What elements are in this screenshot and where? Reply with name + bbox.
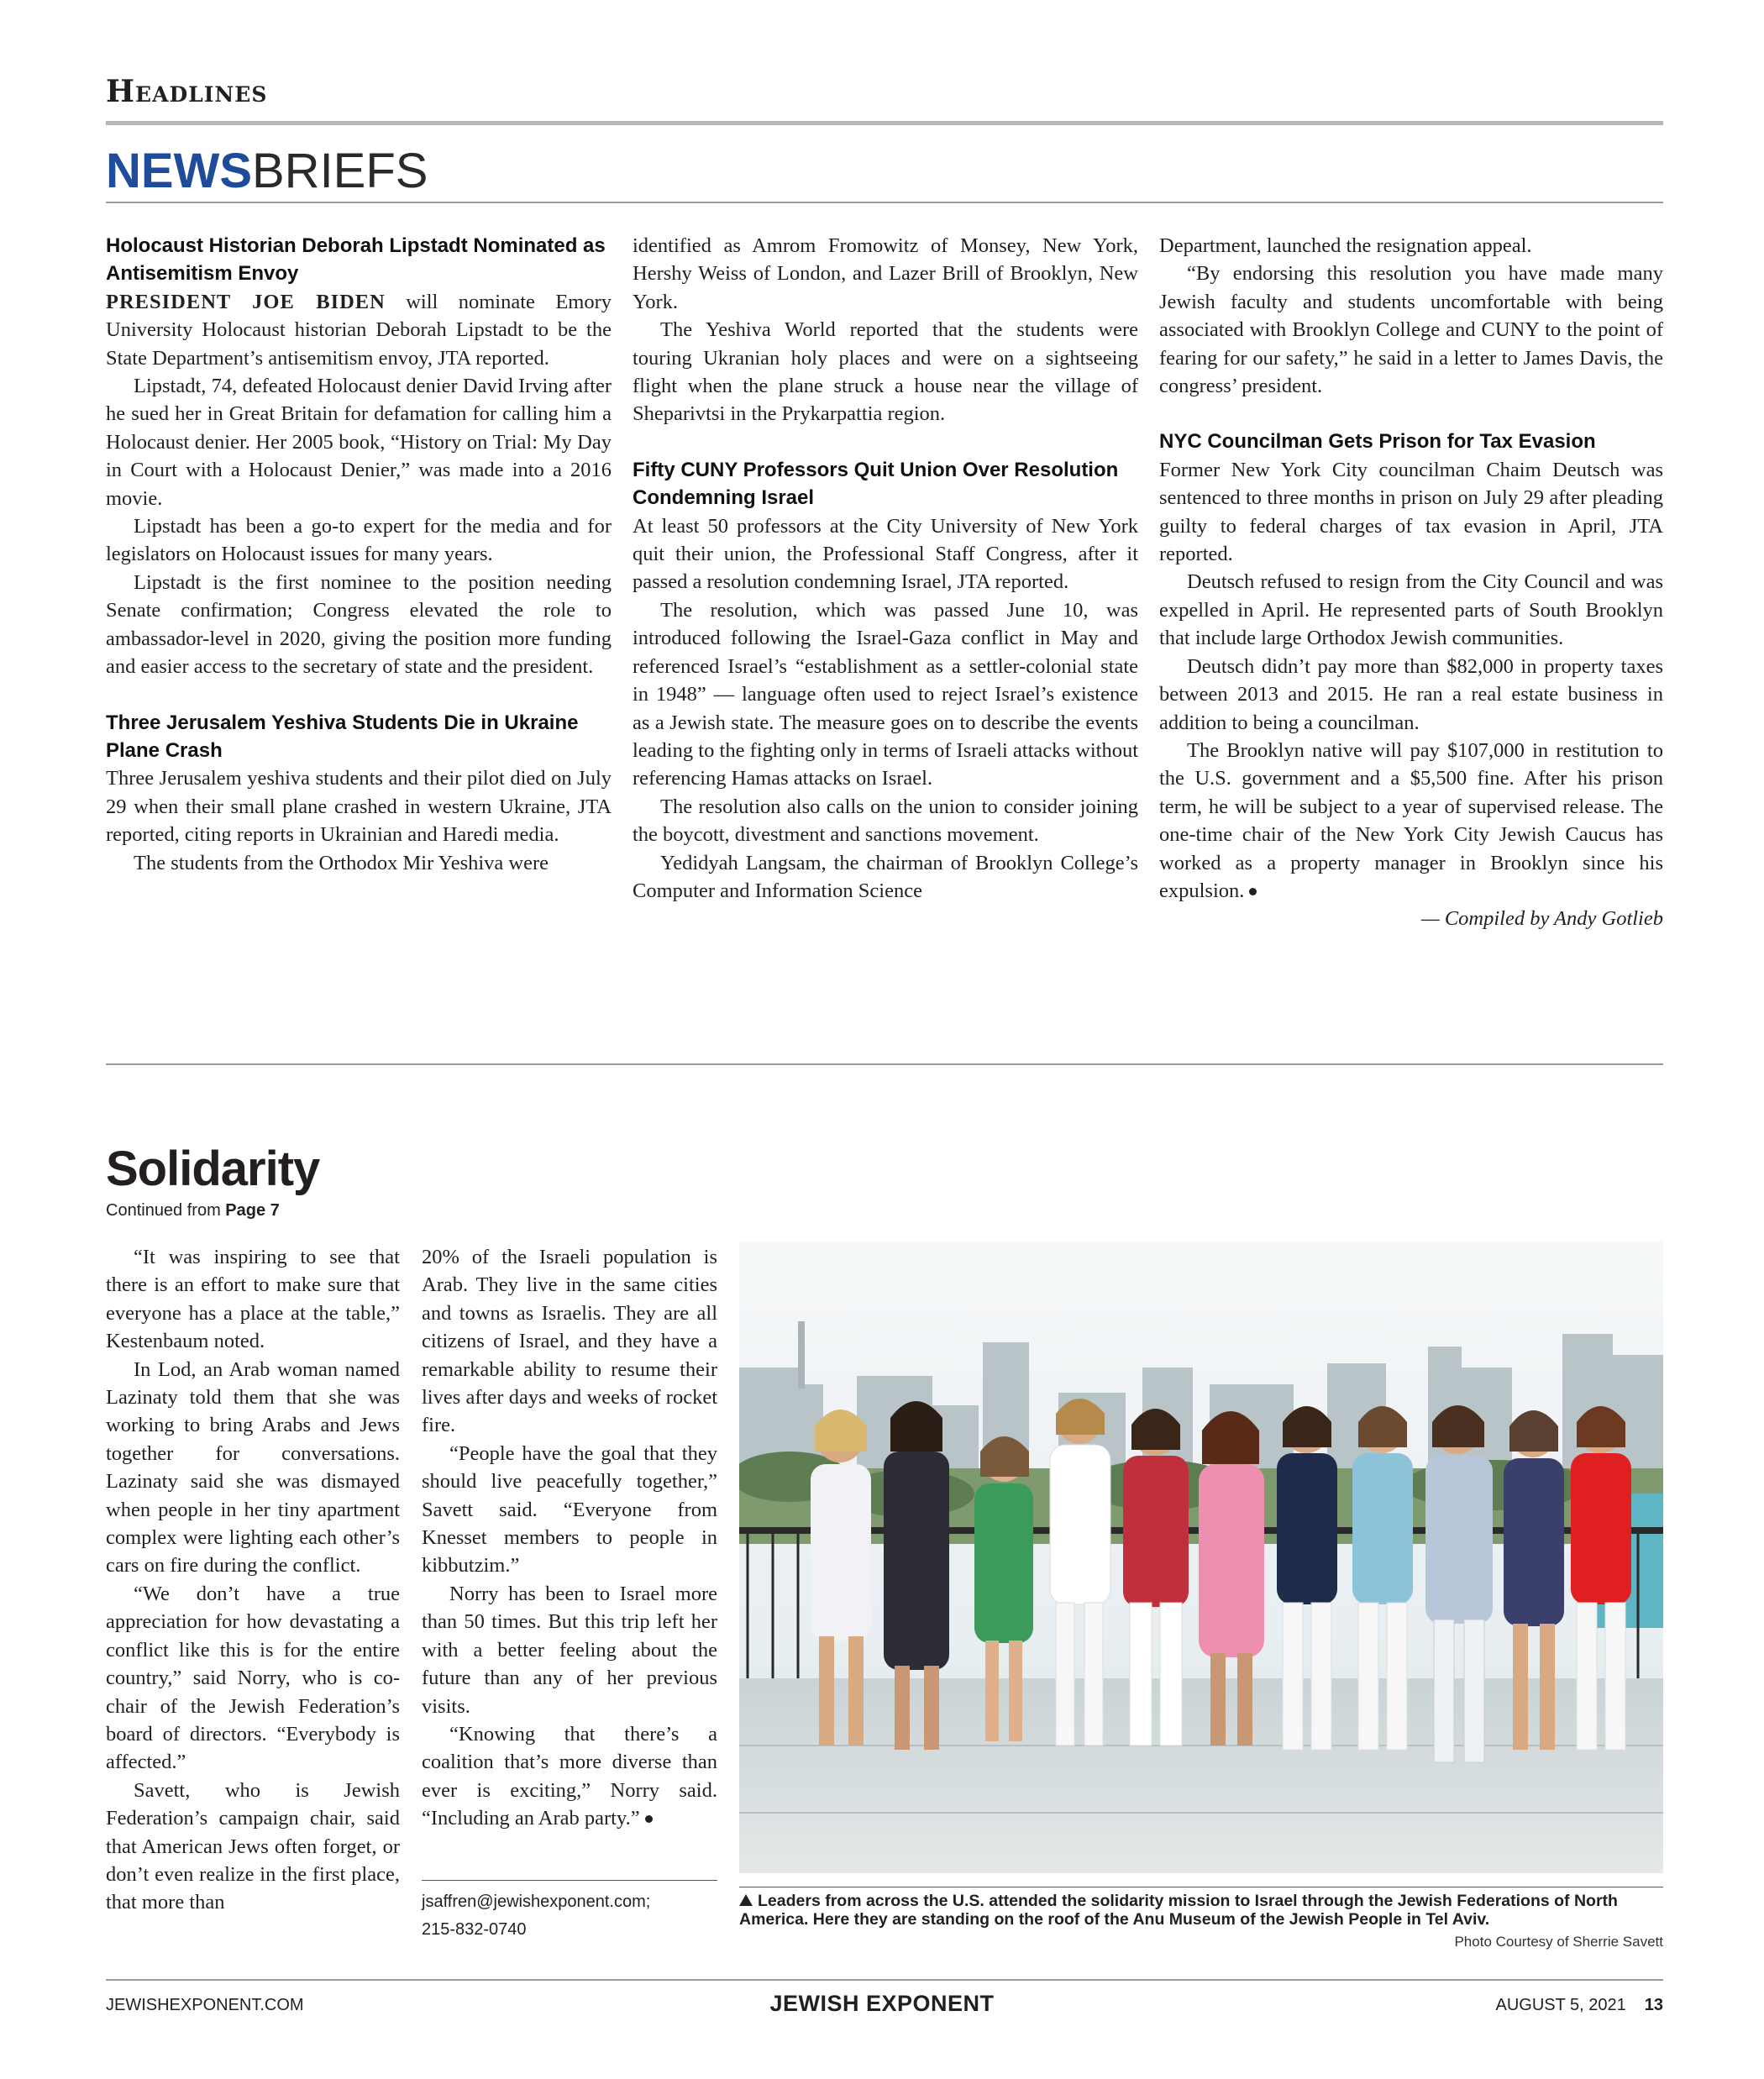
compiled-by-credit: — Compiled by Andy Gotlieb (1420, 907, 1663, 931)
article-paragraph: “It was inspiring to see that there is an effort to make sure that everyone has a place at the table,” Kestenbaum noted. (106, 1246, 400, 1353)
article-paragraph: Deutsch refused to resign from the City Council and was expelled in April. He represented parts of South Brooklyn that include large Orthodox Jewish communities. (1159, 570, 1663, 650)
section-label: Headlines (106, 74, 268, 109)
footer-website-link[interactable]: JEWISHEXPONENT.COM (106, 1996, 304, 2014)
article-paragraph: Department, launched the resignation appeal. (1159, 234, 1532, 257)
article-paragraph: Three Jerusalem yeshiva students and their pilot died on July 29 when their small plane crashed in western Ukraine, JTA reported, citing reports in Ukrainian and Haredi media. (106, 767, 612, 847)
caption-arrow-icon (739, 1894, 753, 1906)
article-paragraph: Deutsch didn’t pay more than $82,000 in property taxes between 2013 and 2015. He ran a real estate business in addition to being a councilman. (1159, 654, 1663, 734)
article-paragraph: Lipstadt is the first nominee to the position needing Senate confirmation; Congress elevated the role to ambassador-level in 2020, giving the position more funding and easier access to the secretary of state and the president. (106, 570, 612, 679)
article-paragraph: In Lod, an Arab woman named Lazinaty told them that she was working to bring Arabs and Jews together for conversations. Lazinaty said she was dismayed when people in her tiny apartment complex were lighting each other’s cars on fire during the conflict. (106, 1357, 400, 1578)
article-paragraph: Norry has been to Israel more than 50 times. But this trip left her with a better feeling about the future than any of her previous visits. (422, 1582, 717, 1718)
contact-rule (422, 1880, 717, 1881)
contact-email-link[interactable]: jsaffren@jewishexponent.com; (422, 1893, 651, 1911)
headline-deutsch: NYC Councilman Gets Prison for Tax Evasion (1159, 430, 1596, 454)
article-paragraph: PRESIDENT JOE BIDEN will nominate Emory University Holocaust historian Deborah Lipstadt to be the State Department’s antisemitism envoy, JTA reported. (106, 290, 612, 370)
group-photo-illustration (739, 1242, 1663, 1873)
newsbriefs-rule (106, 202, 1663, 203)
group-photo (739, 1242, 1663, 1873)
footer-masthead: JEWISH EXPONENT (769, 1991, 995, 2016)
end-mark-icon (1249, 888, 1257, 895)
photo-credit: Photo Courtesy of Sherrie Savett (1454, 1934, 1663, 1950)
page-number: 13 (1644, 1996, 1663, 2014)
article-paragraph: Lipstadt has been a go-to expert for the media and for legislators on Holocaust issues for many years. (106, 515, 612, 566)
article-paragraph: Yedidyah Langsam, the chairman of Brooklyn College’s Computer and Information Science (633, 851, 1138, 902)
footer-date: AUGUST 5, 2021 (1495, 1996, 1626, 2014)
continued-from: Continued from Page 7 (106, 1201, 280, 1220)
briefs-column-3 (1159, 232, 1663, 933)
article-paragraph: Lipstadt, 74, defeated Holocaust denier David Irving after he sued her in Great Britain for defamation for calling him a Holocaust denier. Her 2005 book, “History on Trial: My Day in Court with a Holocaust Denier,” was made into a 2016 movie. (106, 375, 612, 510)
footer-date-page (1495, 1996, 1663, 2015)
article-paragraph: “By endorsing this resolution you have made many Jewish faculty and students uncomfortable with being associated with Brooklyn College and CUNY to the point of fearing for our safety,” he said in a letter to James Davis, the congress’ president. (1159, 262, 1663, 398)
newsbriefs-title (106, 143, 428, 200)
newsbriefs-title-light: BRIEFS (252, 144, 428, 198)
article-paragraph: At least 50 professors at the City University of New York quit their union, the Professional Staff Congress, after it passed a resolution condemning Israel, JTA reported. (633, 514, 1138, 594)
solidarity-column-2 (422, 1243, 717, 1833)
end-mark-icon (645, 1815, 653, 1823)
article-paragraph: “Knowing that there’s a coalition that’s more diverse than ever is exciting,” Norry said. “Including an Arab party.” (422, 1722, 717, 1830)
article-paragraph: The students from the Orthodox Mir Yeshiva were (134, 851, 549, 874)
section-divider (106, 1063, 1663, 1065)
footer-rule (106, 1979, 1663, 1981)
solidarity-column-1 (106, 1243, 400, 1917)
contact-phone: 215-832-0740 (422, 1920, 527, 1939)
photo-caption: Leaders from across the U.S. attended the solidarity mission to Israel through the Jewish Federations of North America. Here they are standing on the roof of the Anu Museum of the Jewish People in Tel Aviv. (739, 1892, 1618, 1929)
article-paragraph: “We don’t have a true appreciation for how devastating a conflict like this is for the entire country,” said Norry, who is co-chair of the Jewish Federation’s board of directors. “Everybody is affected.” (106, 1582, 400, 1774)
headline-lipstadt: Holocaust Historian Deborah Lipstadt Nominated as Antisemitism Envoy (106, 234, 606, 286)
article-paragraph: The Brooklyn native will pay $107,000 in restitution to the U.S. government and a $5,500 fine. After his prison term, he will be subject to a year of supervised release. The one-time chair of the New York City Jewish Caucus has worked as a property manager in Brooklyn since his expulsion. (1159, 738, 1663, 902)
briefs-column-2 (633, 232, 1138, 905)
lead-caps: PRESIDENT JOE BIDEN (106, 290, 386, 313)
section-rule (106, 121, 1663, 125)
briefs-column-1 (106, 232, 612, 877)
headline-yeshiva: Three Jerusalem Yeshiva Students Die in Ukraine Plane Crash (106, 711, 579, 762)
article-paragraph: The resolution also calls on the union to consider joining the boycott, divestment and sanctions movement. (633, 795, 1138, 847)
article-paragraph: Savett, who is Jewish Federation’s campaign chair, said that American Jews often forget, or don’t even realize in the first place, that more than (106, 1778, 400, 1914)
contact-block (422, 1888, 650, 1944)
article-paragraph: The Yeshiva World reported that the students were touring Ukranian holy places and were on a sightseeing flight when the plane struck a house near the village of Sheparivtsi in the Prykarpattia region. (633, 318, 1138, 426)
article-paragraph: The resolution, which was passed June 10, was introduced following the Israel-Gaza conflict in May and referenced Israel’s “establishment as a settler-colonial state in 1948” — language often used to reject Israel’s existence as a Jewish state. The measure goes on to describe the events leading to the fighting only in terms of Israeli attacks without referencing Hamas attacks on Israel. (633, 598, 1138, 790)
article-paragraph: “People have the goal that they should live peacefully together,” Savett said. “Everyone from Knesset members to people in kibbutzim.” (422, 1441, 717, 1578)
article-paragraph: 20% of the Israeli population is Arab. They live in the same cities and towns as Israelis. They are all citizens of Israel, and they have a remarkable ability to resume their lives after days and weeks of rocket fire. (422, 1246, 717, 1437)
newsbriefs-title-bold: NEWS (106, 144, 252, 198)
article-paragraph: Former New York City councilman Chaim Deutsch was sentenced to three months in prison on July 29 after pleading guilty to federal charges of tax evasion in April, JTA reported. (1159, 458, 1663, 566)
solidarity-title: Solidarity (106, 1142, 320, 1196)
continued-page-link[interactable]: Page 7 (225, 1201, 280, 1220)
article-paragraph: identified as Amrom Fromowitz of Monsey, New York, Hershy Weiss of London, and Lazer Brill of Brooklyn, New York. (633, 234, 1138, 313)
headline-cuny: Fifty CUNY Professors Quit Union Over Resolution Condemning Israel (633, 458, 1119, 510)
